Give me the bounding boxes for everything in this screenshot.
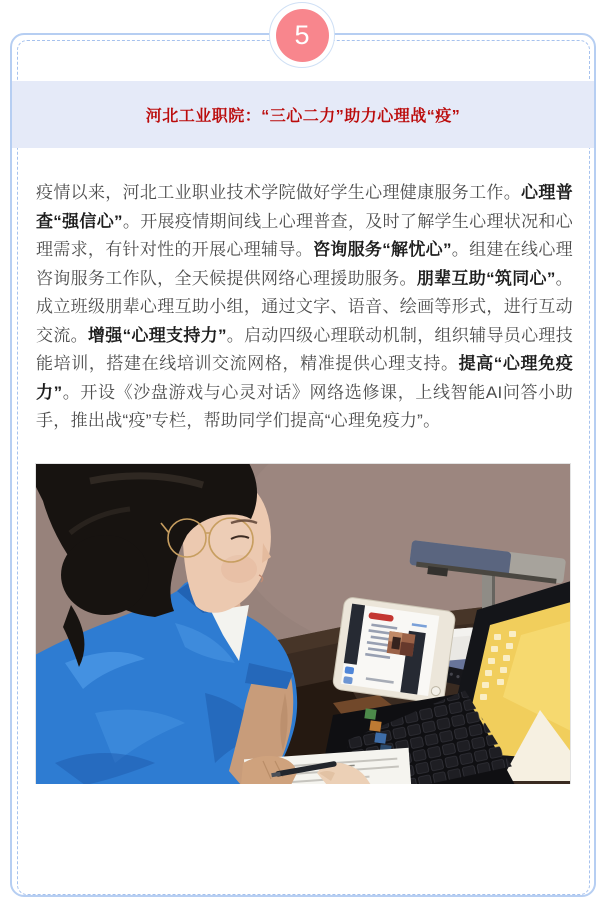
article-segment: 。开展疫情期间线上心理普查，及时了解学生心理状况和心理需求，有针对性的开展心理辅导。 xyxy=(36,211,573,259)
article-segment: 。成立班级朋辈心理互助小组，通过文字、语音、绘画等形式，进行互动交流。 xyxy=(36,268,573,345)
article-segment: 心理普查“强信心” xyxy=(36,183,573,231)
article-segment: 增强“心理支持力” xyxy=(87,325,227,345)
article-segment: 提高“心理免疫力” xyxy=(36,354,573,402)
article-segment: 咨询服务“解忧心” xyxy=(313,240,452,259)
article-title: 河北工业职院：“三心二力”助力心理战“疫” xyxy=(145,108,461,125)
article-segment: 。启动四级心理联动机制，组织辅导员心理技能培训，搭建在线培训交流网格，精准提供心理支持。 xyxy=(36,325,574,373)
article-segment: 。组建在线心理咨询服务工作队，全天候提供网络心理援助服务。 xyxy=(36,240,573,288)
article-segment: 朋辈互助“筑同心” xyxy=(416,268,556,288)
article-photo xyxy=(35,463,571,784)
article-segment: 。开设《沙盘游戏与心灵对话》网络选修课，上线智能AI问答小助手，推出战“疫”专栏，帮助同学们提高“心理免疫力”。 xyxy=(36,382,573,430)
photo-illustration xyxy=(35,463,571,784)
photo-tablet-thumbnail xyxy=(387,631,416,656)
section-number: 5 xyxy=(276,9,329,62)
title-band xyxy=(12,81,594,148)
photo-woman xyxy=(35,463,297,784)
article-segment: 疫情以来，河北工业职业技术学院做好学生心理健康服务工作。 xyxy=(36,183,522,202)
photo-tablet xyxy=(332,597,456,705)
article-paragraph xyxy=(36,179,573,436)
section-number-badge xyxy=(269,2,335,68)
